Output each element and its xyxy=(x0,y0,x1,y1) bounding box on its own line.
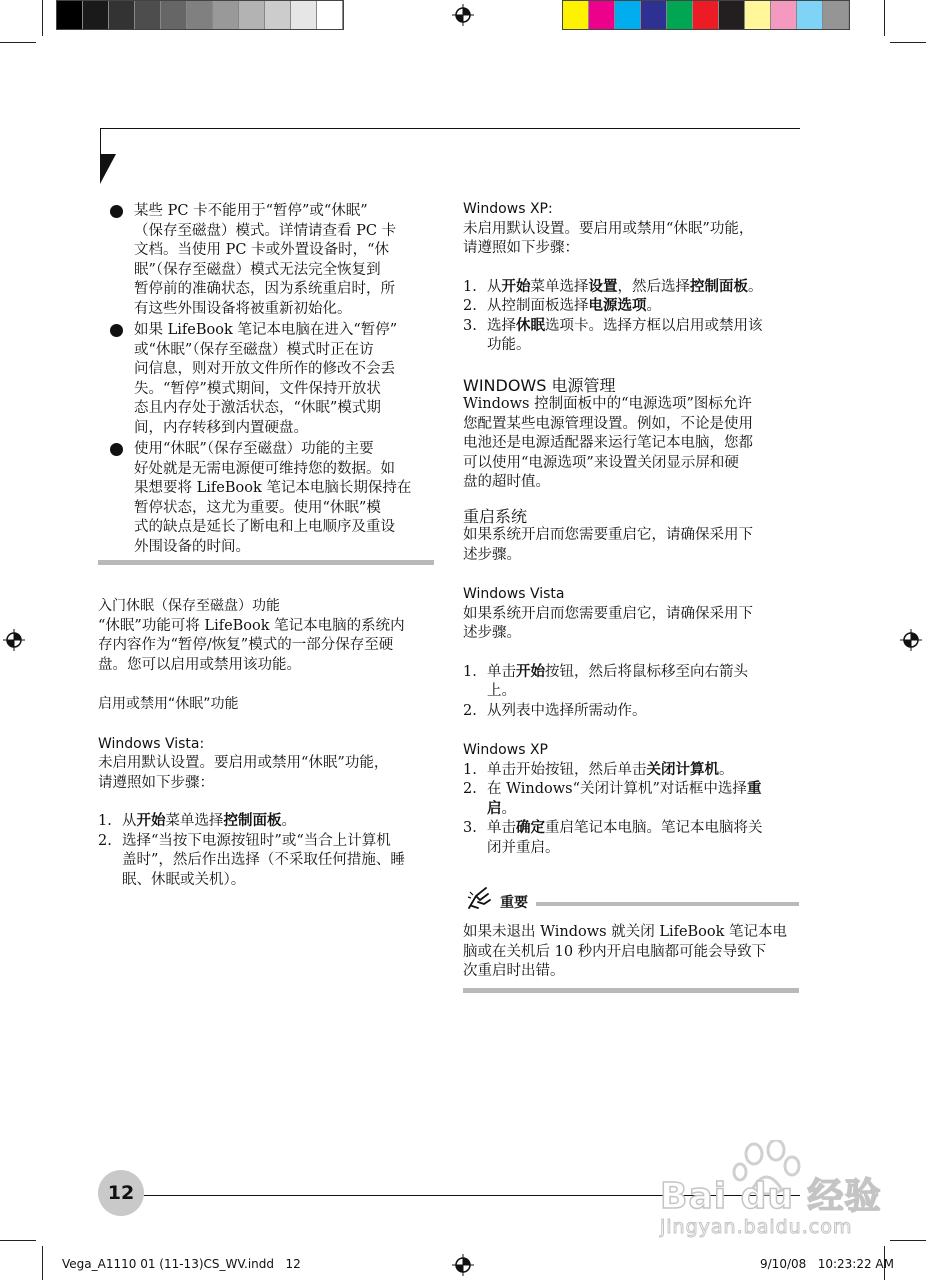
crop-mark xyxy=(0,42,36,43)
color-swatch xyxy=(563,1,589,29)
text-line: 请遵照如下步骤： xyxy=(463,240,579,256)
restart-text xyxy=(463,526,799,565)
important-label: 重要 xyxy=(500,895,528,911)
text-line: 脑或在关机后 10 秒内开启电脑都可能会导致下 xyxy=(463,943,767,960)
color-swatch xyxy=(109,1,135,29)
file-info: Vega_A1110 01 (11-13)CS_WV.indd 12 xyxy=(62,1257,301,1271)
hibernate-text xyxy=(98,617,434,676)
vista-intro xyxy=(98,754,434,793)
text-line: 如果系统开启而您需要重启它，请确保采用下 xyxy=(463,605,753,622)
page-number-badge xyxy=(98,1170,144,1216)
text-line: 次重启时出错。 xyxy=(463,963,565,979)
text-line: 有这些外围设备将被重新初始化。 xyxy=(134,300,352,317)
text-line: 文档。当使用 PC 卡或外置设备时，“休 xyxy=(134,242,389,258)
list-item: 1. 单击开始按钮，然后单击关闭计算机。 xyxy=(463,761,734,778)
bullet-icon xyxy=(110,324,123,337)
left-column xyxy=(98,202,434,559)
color-swatch xyxy=(667,1,693,29)
color-swatch xyxy=(615,1,641,29)
xp-intro xyxy=(463,220,799,259)
bullet-icon xyxy=(110,205,123,218)
text-line: 暂停状态，这尤为重要。使用“休眠”模 xyxy=(134,499,381,516)
list-item: 2. 选择“当按下电源按钮时”或“当合上计算机 盖时”，然后作出选择（不采取任何措施、睡 眠、休眠或关机）。 xyxy=(98,832,405,888)
important-text xyxy=(463,923,799,982)
list-item: 3. 单击确定重启笔记本电脑。笔记本电脑将关 闭并重启。 xyxy=(463,820,763,856)
registration-mark-icon xyxy=(452,4,474,26)
power-management-heading: WINDOWS 电源管理 xyxy=(463,375,616,395)
text-line: 问信息，则对开放文件所作的修改不会丢 xyxy=(134,361,395,377)
list-item: 3. 选择休眠选项卡。选择方框以启用或禁用该 功能。 xyxy=(463,317,763,353)
color-swatch xyxy=(83,1,109,29)
important-bottom-rule xyxy=(463,988,799,993)
color-swatch xyxy=(265,1,291,29)
pointing-hand-icon xyxy=(466,886,494,912)
grayscale-color-bar xyxy=(56,0,344,30)
text-line: 外围设备的时间。 xyxy=(134,538,250,555)
restart-heading: 重启系统 xyxy=(463,506,528,526)
color-swatch xyxy=(589,1,615,29)
notes-list xyxy=(98,202,434,557)
text-line: 使用“休眠”（保存至磁盘）功能的主要 xyxy=(134,441,374,457)
color-swatch xyxy=(693,1,719,29)
restart-vista-text xyxy=(463,605,799,644)
header-rule xyxy=(100,128,800,129)
watermark-url: jingyan.baidu.com xyxy=(660,1216,853,1238)
text-line: 未启用默认设置。要启用或禁用“休眠”功能， xyxy=(463,220,754,237)
watermark-brand: Bai du 经验 xyxy=(660,1176,882,1217)
list-item: 1. 从开始菜单选择设置，然后选择控制面板。 xyxy=(463,278,763,295)
corner-tab-icon xyxy=(100,154,116,184)
crop-mark xyxy=(884,0,885,36)
color-swatch xyxy=(641,1,667,29)
restart-xp-steps xyxy=(463,761,799,859)
page-number: 12 xyxy=(107,1182,135,1204)
text-line: 暂停前的准确状态，因为系统重启时，所 xyxy=(134,281,395,297)
text-line: 态且内存处于激活状态，“休眠”模式期 xyxy=(134,400,381,416)
list-item: 1. 单击开始按钮，然后将鼠标移至向右箭头 上。 xyxy=(463,663,748,699)
restart-vista-steps xyxy=(463,663,799,722)
text-line: 电池还是电源适配器来运行笔记本电脑，您都 xyxy=(463,435,753,451)
list-item xyxy=(98,321,434,438)
color-swatch xyxy=(797,1,823,29)
text-line: 可以使用“电源选项”来设置关闭显示屏和硬 xyxy=(463,454,739,471)
text-line: 述步骤。 xyxy=(463,625,521,641)
left-section-divider xyxy=(98,560,434,565)
crop-mark xyxy=(0,1240,36,1241)
list-item xyxy=(98,202,434,319)
text-line: 存内容作为“暂停/恢复”模式的一部分保存至硬 xyxy=(98,637,394,653)
list-item: 2. 从控制面板选择电源选项。 xyxy=(463,298,661,314)
text-line: （保存至磁盘）模式。详情请查看 PC 卡 xyxy=(134,222,397,239)
registration-mark-icon xyxy=(900,629,922,651)
text-line: 如果未退出 Windows 就关闭 LifeBook 笔记本电 xyxy=(463,924,788,940)
color-swatch xyxy=(135,1,161,29)
list-item: 1. 从开始菜单选择控制面板。 xyxy=(98,813,296,829)
important-top-rule xyxy=(536,902,799,906)
text-line: 如果 LifeBook 笔记本电脑在进入“暂停” xyxy=(134,322,398,338)
color-swatch xyxy=(239,1,265,29)
text-line: 未启用默认设置。要启用或禁用“休眠”功能， xyxy=(98,755,389,771)
xp-steps xyxy=(463,278,799,356)
vista-steps xyxy=(98,812,434,890)
right-column xyxy=(463,200,799,858)
registration-mark-icon xyxy=(452,1254,474,1276)
text-line: 式的缺点是延长了断电和上电顺序及重设 xyxy=(134,519,395,535)
text-line: 如果系统开启而您需要重启它，请确保采用下 xyxy=(463,527,753,543)
enable-hibernate-heading: 启用或禁用“休眠”功能 xyxy=(98,696,239,712)
process-color-bar xyxy=(562,0,850,30)
text-line: 某些 PC 卡不能用于“暂停”或“休眠” xyxy=(134,203,368,219)
crop-mark xyxy=(42,1246,43,1280)
list-item: 2. 在 Windows“关闭计算机”对话框中选择重 启。 xyxy=(463,781,762,817)
print-date-time: 9/10/08 10:23:22 AM xyxy=(760,1257,894,1271)
list-item: 2. 从列表中选择所需动作。 xyxy=(463,702,647,719)
color-swatch xyxy=(291,1,317,29)
color-swatch xyxy=(823,1,849,29)
text-line: 盘。您可以启用或禁用该功能。 xyxy=(98,656,301,673)
text-line: 眠”（保存至磁盘）模式无法完全恢复到 xyxy=(134,261,381,278)
bullet-icon xyxy=(110,443,123,456)
color-swatch xyxy=(161,1,187,29)
crop-mark xyxy=(890,42,926,43)
text-line: 果想要将 LifeBook 笔记本电脑长期保持在 xyxy=(134,480,412,496)
text-line: 您配置某些电源管理设置。例如，不论是使用 xyxy=(463,415,753,432)
hibernate-heading: 入门休眠（保存至磁盘）功能 xyxy=(98,598,280,614)
restart-vista-label: Windows Vista xyxy=(463,586,565,602)
text-line: 盘的超时值。 xyxy=(463,474,550,490)
crop-mark xyxy=(42,0,43,36)
list-item xyxy=(98,440,434,557)
color-swatch xyxy=(317,1,343,29)
xp-label: Windows XP: xyxy=(463,201,553,217)
color-swatch xyxy=(213,1,239,29)
color-swatch xyxy=(771,1,797,29)
text-line: 述步骤。 xyxy=(463,546,521,563)
text-line: 好处就是无需电源便可维持您的数据。如 xyxy=(134,460,395,477)
text-line: 请遵照如下步骤： xyxy=(98,774,214,791)
text-line: Windows 控制面板中的“电源选项”图标允许 xyxy=(463,396,752,412)
text-line: 失。“暂停”模式期间，文件保持开放状 xyxy=(134,380,381,397)
restart-xp-label: Windows XP xyxy=(463,742,548,758)
text-line: 间，内存转移到内置硬盘。 xyxy=(134,419,308,436)
vista-label: Windows Vista: xyxy=(98,735,205,752)
text-line: 或“休眠”（保存至磁盘）模式时正在访 xyxy=(134,341,374,358)
hibernate-section xyxy=(98,597,434,890)
power-management-text xyxy=(463,395,799,493)
text-line: “休眠”功能可将 LifeBook 笔记本电脑的系统内 xyxy=(98,617,405,634)
color-swatch xyxy=(187,1,213,29)
crop-mark xyxy=(890,1240,926,1241)
color-swatch xyxy=(719,1,745,29)
registration-mark-icon xyxy=(3,629,25,651)
color-swatch xyxy=(57,1,83,29)
color-swatch xyxy=(745,1,771,29)
